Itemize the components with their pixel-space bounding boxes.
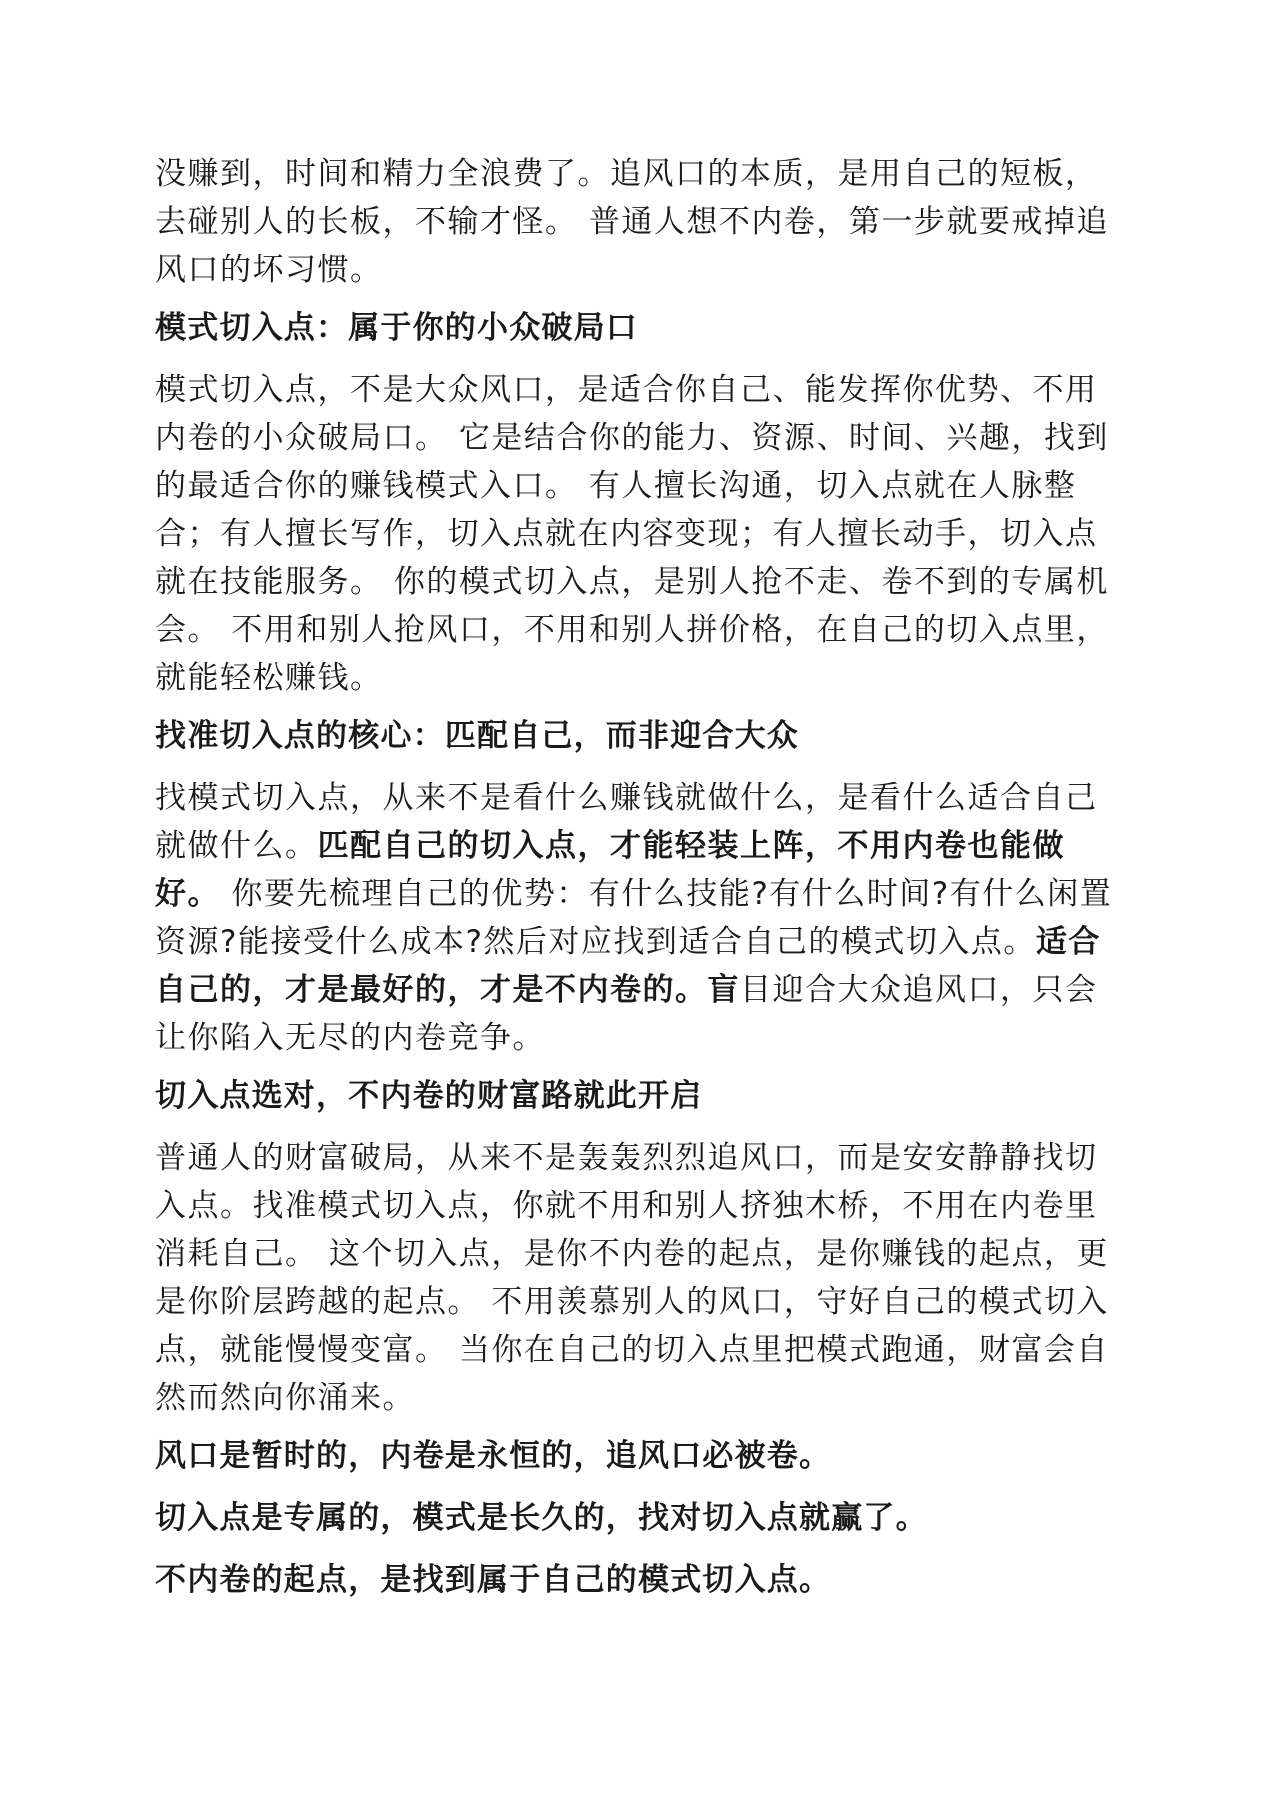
paragraph-core <box>155 774 1115 1062</box>
closing-line-2: 切入点是专属的，模式是长久的，找对切入点就赢了。 <box>155 1500 928 1536</box>
section-heading-wealth-path: 切入点选对，不内卷的财富路就此开启 <box>155 1078 703 1114</box>
paragraph-entry-point: 模式切入点，不是大众风口，是适合你自己、能发挥你优势、不用内卷的小众破局口。 它是结合你的能力、资源、时间、兴趣，找到的最适合你的赚钱模式入口。 有人擅长沟通，切入点就在人脉整合；有人擅长写作，切入点就在内容变现；有人擅长动手，切入点就在技能服务。 你的模式切入点，是别人抢不走、卷不到的专属机会。 不用和别人抢风口，不用和别人拼价格，在自己的切入点里，就能轻松赚钱。 <box>155 372 1109 696</box>
document-page <box>155 150 1115 1618</box>
paragraph-wealth-path: 普通人的财富破局，从来不是轰轰烈烈追风口，而是安安静静找切入点。找准模式切入点，你就不用和别人挤独木桥，不用在内卷里消耗自己。 这个切入点，是你不内卷的起点，是你赚钱的起点，更是你阶层跨越的起点。 不用羡慕别人的风口，守好自己的模式切入点，就能慢慢变富。 当你在自己的切入点里把模式跑通，财富会自然而然向你涌来。 <box>155 1140 1109 1416</box>
section-heading-core: 找准切入点的核心：匹配自己，而非迎合大众 <box>155 718 799 754</box>
paragraph-core-bold-1: 匹配自己的切入点，才能轻装上阵，不用内卷也能做好。 <box>155 828 1065 912</box>
paragraph-intro: 没赚到，时间和精力全浪费了。追风口的本质，是用自己的短板，去碰别人的长板，不输才怪。 普通人想不内卷，第一步就要戒掉追风口的坏习惯。 <box>155 156 1109 288</box>
paragraph-core-text-2: 你要先梳理自己的优势：有什么技能?有什么时间?有什么闲置资源?能接受什么成本?然后对应找到适合自己的模式切入点。 <box>155 876 1113 960</box>
section-heading-entry-point: 模式切入点：属于你的小众破局口 <box>155 310 638 346</box>
paragraph-core-text-3: 目迎合大众追风口，只会让你陷入无尽的内卷竞争。 <box>155 972 1098 1056</box>
closing-line-3: 不内卷的起点，是找到属于自己的模式切入点。 <box>155 1562 832 1598</box>
closing-line-1: 风口是暂时的，内卷是永恒的，追风口必被卷。 <box>155 1438 832 1474</box>
paragraph-core-text-1: 找模式切入点，从来不是看什么赚钱就做什么，是看什么适合自己就做什么。 <box>155 780 1098 864</box>
paragraph-core-bold-2: 适合自己的，才是最好的，才是不内卷的。盲 <box>155 924 1101 1008</box>
